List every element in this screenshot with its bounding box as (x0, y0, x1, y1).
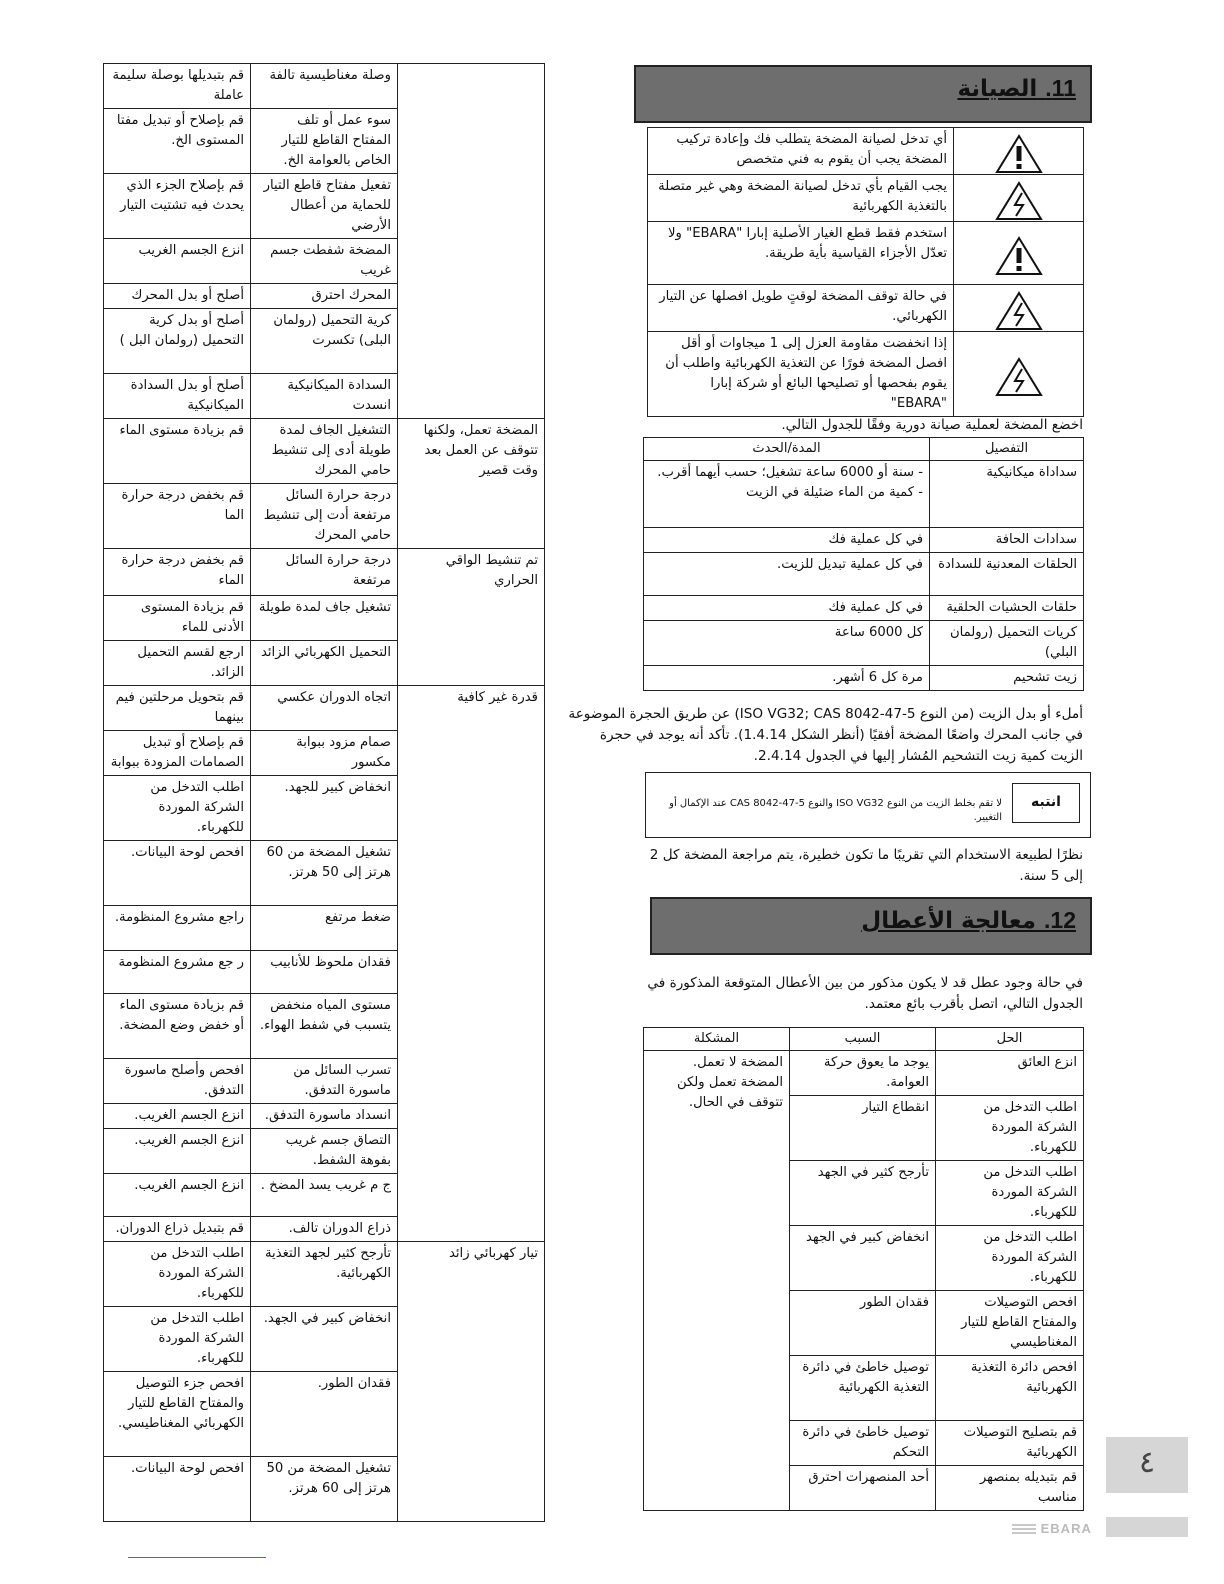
cause-cell: انقطاع التيار (790, 1096, 936, 1161)
electric-hazard-icon (954, 357, 1083, 397)
solution-cell: أصلح أو بدل كرية التحميل (رولمان البل ) (104, 309, 251, 374)
caution-box (645, 772, 1091, 838)
cause-cell: توصيل خاطئ في دائرة التغذية الكهربائية (790, 1356, 936, 1421)
oil-paragraph: أملء أو بدل الزيت (من النوع ISO VG32; CAS 8042-47-5) عن طريق الحجرة الموضوعة في جانب المحرك واضعًا المضخة أفقيًا (أنظر الشكل 1.4.14). تأكد أنه يوجد في حجرة الزيت كمية زيت التشحيم المُشار إليها في الجدول 2.4.14. (568, 706, 1083, 764)
troubleshooting-row (104, 64, 545, 109)
schedule-period: كل 6000 ساعة (644, 621, 930, 666)
safety-note-text: يجب القيام بأي تدخل لصيانة المضخة وهي غير متصلة بالتغذية الكهربائية (648, 175, 954, 222)
cause-cell: ضغط مرتفع (251, 906, 398, 951)
solution-cell: اطلب التدخل من الشركة الموردة للكهرباء. (104, 776, 251, 841)
safety-note-row (648, 332, 1084, 417)
safety-icon-cell (954, 175, 1084, 222)
solution-cell: انزع العائق (936, 1051, 1084, 1096)
schedule-header-period: المدة/الحدث (644, 438, 930, 461)
cause-cell: فقدان ملحوظ للأنابيب (251, 951, 398, 994)
schedule-period: في كل عملية فك (644, 528, 930, 553)
cause-cell: اتجاه الدوران عكسي (251, 686, 398, 731)
solution-cell: ارجع لقسم التحميل الزائد. (104, 641, 251, 686)
solution-cell: قم بتحويل مرحلتين فيم بينهما (104, 686, 251, 731)
schedule-row (644, 621, 1084, 666)
safety-note-text: أي تدخل لصيانة المضخة يتطلب فك وإعادة تركيب المضخة يجب أن يقوم به فني متخصص (648, 128, 954, 175)
cause-cell: تشغيل المضخة من 50 هرتز إلى 60 هرتز. (251, 1457, 398, 1522)
cause-cell: التحميل الكهربائي الزائد (251, 641, 398, 686)
solution-cell: افحص دائرة التغذية الكهربائية (936, 1356, 1084, 1421)
solution-cell: قم بخفض درجة حرارة الما (104, 484, 251, 549)
brand-name: EBARA (1040, 1521, 1092, 1536)
electric-hazard-icon (954, 181, 1083, 221)
schedule-period: في كل عملية تبديل للزيت. (644, 553, 930, 596)
solution-cell: قم بخفض درجة حرارة الماء (104, 549, 251, 596)
caution-text: لا تقم بخلط الزيت من النوع ISO VG32 والنوع CAS 8042-47-5 عند الإكمال أو التغيير. (669, 798, 1002, 823)
problem-cell (398, 64, 545, 419)
solution-cell: انزع الجسم الغريب. (104, 1174, 251, 1217)
solution-cell: قم بزيادة مستوى الماء أو خفض وضع المضخة. (104, 994, 251, 1059)
problem-cell: تم تنشيط الواقي الحراري (398, 549, 545, 686)
solution-cell: قم بتبديلها بوصلة سليمة عاملة (104, 64, 251, 109)
cause-cell: فقدان الطور (790, 1291, 936, 1356)
schedule-row (644, 553, 1084, 596)
schedule-period: - سنة أو 6000 ساعة تشغيل؛ حسب أيهما أقرب. - كمية من الماء ضئيلة في الزيت (644, 461, 930, 528)
cause-cell: التصاق جسم غريب بفوهة الشفط. (251, 1129, 398, 1174)
cause-cell: كرية التحميل (رولمان البلى) تكسرت (251, 309, 398, 374)
header-problem: المشكلة (644, 1028, 790, 1051)
solution-cell: أصلح أو بدل المحرك (104, 284, 251, 309)
schedule-period: مرة كل 6 أشهر. (644, 666, 930, 691)
cause-cell: المحرك احترق (251, 284, 398, 309)
cause-cell: تسرب السائل من ماسورة التدفق. (251, 1059, 398, 1104)
solution-cell: اطلب التدخل من الشركة الموردة للكهرباء. (936, 1096, 1084, 1161)
solution-cell: افحص جزء التوصيل والمفتاح القاطع للتيار الكهربائي المغناطيسي. (104, 1372, 251, 1457)
cause-cell: يوجد ما يعوق حركة العوامة. (790, 1051, 936, 1096)
schedule-row (644, 596, 1084, 621)
safety-icon-cell (954, 128, 1084, 175)
safety-note-row (648, 128, 1084, 175)
solution-cell: أصلح أو بدل السدادة الميكانيكية (104, 374, 251, 419)
page-number-tab (1106, 1437, 1188, 1493)
safety-note-row (648, 222, 1084, 285)
cause-cell: وصلة مغناطيسية تالفة (251, 64, 398, 109)
solution-cell: اطلب التدخل من الشركة الموردة للكهرباء. (104, 1242, 251, 1307)
cause-cell: صمام مزود ببوابة مكسور (251, 731, 398, 776)
schedule-intro: اخضع المضخة لعملية صيانة دورية وفقًا للجدول التالي. (781, 417, 1083, 433)
solution-cell: اطلب التدخل من الشركة الموردة للكهرباء. (936, 1161, 1084, 1226)
solution-cell: قم بتبديله بمنصهر مناسب (936, 1466, 1084, 1511)
cause-cell: ج م غريب يسد المضخ . (251, 1174, 398, 1217)
safety-icon-cell (954, 332, 1084, 417)
problem-cell: قدرة غير كافية (398, 686, 545, 1242)
cause-cell: تشغيل جاف لمدة طويلة (251, 596, 398, 641)
section-title: الصيانة (957, 76, 1038, 102)
solution-cell: قم بتبديل ذراع الدوران. (104, 1217, 251, 1242)
schedule-period: في كل عملية فك (644, 596, 930, 621)
cause-cell: تأرجح كثير في الجهد (790, 1161, 936, 1226)
section-number: 11. (1045, 75, 1076, 101)
review-paragraph: نظرًا لطبيعة الاستخدام التي تقريبًا ما تكون خطيرة، يتم مراجعة المضخة كل 2 إلى 5 سنة. (649, 847, 1083, 884)
troubleshooting-table (643, 1027, 1084, 1511)
cause-cell: انخفاض كبير للجهد. (251, 776, 398, 841)
troubleshooting-row (104, 1242, 545, 1307)
solution-cell: قم بإصلاح أو تبديل مفتا المستوى الخ. (104, 109, 251, 174)
ebara-logo (1012, 1521, 1092, 1536)
exclamation-triangle-icon (954, 134, 1083, 174)
page-number: ٤ (1138, 1445, 1156, 1480)
schedule-detail: الحلقات المعدنية للسدادة (930, 553, 1084, 596)
schedule-detail: سداداة ميكانيكية (930, 461, 1084, 528)
cause-cell: درجة حرارة السائل مرتفعة (251, 549, 398, 596)
cause-cell: تشغيل المضخة من 60 هرتز إلى 50 هرتز. (251, 841, 398, 906)
cause-cell: السدادة الميكانيكية انسدت (251, 374, 398, 419)
solution-cell: قم بإصلاح الجزء الذي يحدث فيه تشتيت التيار (104, 174, 251, 239)
brand-stripes-icon (1012, 1524, 1036, 1536)
troubleshooting-table-continued (103, 63, 545, 1522)
cause-cell: انخفاض كبير في الجهد. (251, 1307, 398, 1372)
schedule-row (644, 528, 1084, 553)
footer-rule (128, 1557, 266, 1558)
section-title: معالجة الأعطال (861, 908, 1036, 934)
safety-note-text: إذا انخفضت مقاومة العزل إلى 1 ميجاوات أو أقل افصل المضخة فورًا عن التغذية الكهربائية واطلب أن يقوم بفحصها أو تصليحها البائع أو شركة إبارا "EBARA" (648, 332, 954, 417)
cause-cell: درجة حرارة السائل مرتفعة أدت إلى تنشيط حامي المحرك (251, 484, 398, 549)
header-solution: الحل (936, 1028, 1084, 1051)
schedule-detail: كريات التحميل (رولمان البلي) (930, 621, 1084, 666)
cause-cell: انسداد ماسورة التدفق. (251, 1104, 398, 1129)
cause-cell: ذراع الدوران تالف. (251, 1217, 398, 1242)
problem-cell: تيار كهربائي زائد (398, 1242, 545, 1522)
troubleshooting-row (104, 686, 545, 731)
electric-hazard-icon (954, 291, 1083, 331)
solution-cell: افحص لوحة البيانات. (104, 1457, 251, 1522)
problem-cell: المضخة لا تعمل. المضخة تعمل ولكن تتوقف في الحال. (644, 1051, 790, 1511)
cause-cell: توصيل خاطئ في دائرة التحكم (790, 1421, 936, 1466)
troubleshooting-row (104, 419, 545, 484)
cause-cell: تفعيل مفتاح قاطع التيار للحماية من أعطال الأرضي (251, 174, 398, 239)
schedule-detail: حلقات الحشيات الحلقية (930, 596, 1084, 621)
schedule-row (644, 461, 1084, 528)
safety-notes-table (647, 127, 1084, 417)
schedule-detail: زيت تشحيم (930, 666, 1084, 691)
troubleshooting-row (644, 1051, 1084, 1096)
solution-cell: اطلب التدخل من الشركة الموردة للكهرباء. (936, 1226, 1084, 1291)
solution-cell: اطلب التدخل من الشركة الموردة للكهرباء. (104, 1307, 251, 1372)
section-number: 12. (1044, 907, 1076, 933)
cause-cell: التشغيل الجاف لمدة طويلة أدى إلى تنشيط حامي المحرك (251, 419, 398, 484)
cause-cell: انخفاض كبير في الجهد (790, 1226, 936, 1291)
maintenance-section-header (634, 65, 1092, 123)
solution-cell: افحص وأصلح ماسورة التدفق. (104, 1059, 251, 1104)
cause-cell: سوء عمل أو تلف المفتاح القاطع للتيار الخاص بالعوامة الخ. (251, 109, 398, 174)
solution-cell: انزع الجسم الغريب (104, 239, 251, 284)
solution-cell: راجع مشروع المنظومة. (104, 906, 251, 951)
cause-cell: أحد المنصهرات احترق (790, 1466, 936, 1511)
troubleshooting-section-header (650, 897, 1092, 955)
cause-cell: فقدان الطور. (251, 1372, 398, 1457)
safety-note-row (648, 285, 1084, 332)
troubleshooting-intro: في حالة وجود عطل قد لا يكون مذكور من بين الأعطال المتوقعة المذكورة في الجدول التالي، اتصل بأقرب بائع معتمد. (647, 975, 1083, 1012)
exclamation-triangle-icon (954, 236, 1083, 276)
solution-cell: افحص لوحة البيانات. (104, 841, 251, 906)
schedule-header-detail: التفصيل (930, 438, 1084, 461)
safety-icon-cell (954, 222, 1084, 285)
safety-note-text: استخدم فقط قطع الغيار الأصلية إبارا "EBARA" ولا تعدّل الأجزاء القياسية بأية طريقة. (648, 222, 954, 285)
header-cause: السبب (790, 1028, 936, 1051)
solution-cell: ر جع مشروع المنظومة (104, 951, 251, 994)
footer-bar (1106, 1517, 1188, 1537)
maintenance-schedule-table (643, 437, 1084, 691)
cause-cell: مستوى المياه منخفض يتسبب في شفط الهواء. (251, 994, 398, 1059)
solution-cell: افحص التوصيلات والمفتاح القاطع للتيار المغناطيسي (936, 1291, 1084, 1356)
solution-cell: قم بإصلاح أو تبديل الصمامات المزودة ببوابة (104, 731, 251, 776)
troubleshooting-row (104, 549, 545, 596)
solution-cell: انزع الجسم الغريب. (104, 1104, 251, 1129)
cause-cell: المضخة شفطت جسم غريب (251, 239, 398, 284)
problem-cell: المضخة تعمل، ولكنها تتوقف عن العمل بعد وقت قصير (398, 419, 545, 549)
safety-icon-cell (954, 285, 1084, 332)
safety-note-row (648, 175, 1084, 222)
caution-label: انتبه (1012, 783, 1080, 823)
solution-cell: قم بتصليح التوصيلات الكهربائية (936, 1421, 1084, 1466)
solution-cell: انزع الجسم الغريب. (104, 1129, 251, 1174)
solution-cell: قم بزيادة مستوى الماء (104, 419, 251, 484)
schedule-row (644, 666, 1084, 691)
solution-cell: قم بزيادة المستوى الأدنى للماء (104, 596, 251, 641)
schedule-detail: سدادات الحافة (930, 528, 1084, 553)
safety-note-text: في حالة توقف المضخة لوقتٍ طويل افصلها عن التيار الكهربائي. (648, 285, 954, 332)
cause-cell: تأرجح كثير لجهد التغذية الكهربائية. (251, 1242, 398, 1307)
